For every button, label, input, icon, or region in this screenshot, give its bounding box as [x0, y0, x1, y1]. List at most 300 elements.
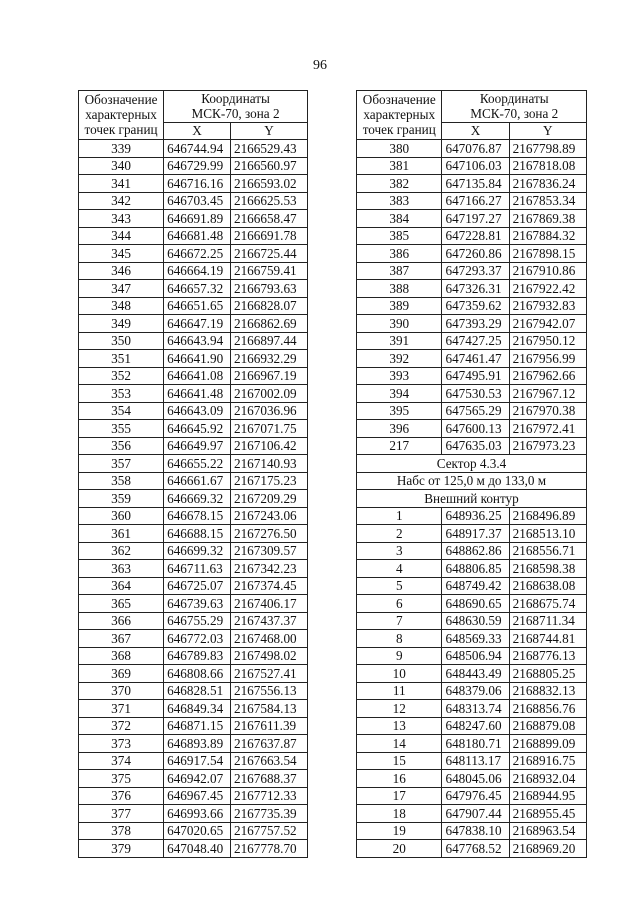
y-coordinate-cell: 2166967.19 [230, 367, 307, 385]
x-coordinate-cell: 646651.65 [164, 297, 231, 315]
point-number-cell: 360 [79, 507, 164, 525]
table-row [79, 507, 308, 525]
table-body [357, 507, 587, 857]
y-coordinate-cell: 2167663.54 [230, 752, 307, 770]
y-coordinate-cell: 2167002.09 [230, 385, 307, 403]
x-coordinate-cell: 647393.29 [442, 315, 509, 333]
y-header: Y [509, 122, 586, 140]
x-coordinate-cell: 648690.65 [442, 595, 509, 613]
point-number-cell: 396 [357, 420, 442, 438]
x-coordinate-cell: 647768.52 [442, 840, 509, 858]
x-coordinate-cell: 646711.63 [164, 560, 231, 578]
point-number-cell: 217 [357, 437, 442, 455]
table-row [357, 682, 587, 700]
point-number-cell: 8 [357, 630, 442, 648]
y-coordinate-cell: 2167962.66 [509, 367, 586, 385]
table-row [357, 525, 587, 543]
point-number-cell: 385 [357, 227, 442, 245]
table-row [79, 752, 308, 770]
sector-section [357, 455, 587, 508]
x-coordinate-cell: 646647.19 [164, 315, 231, 333]
coordinates-title: Координаты [479, 91, 549, 107]
table-row [79, 577, 308, 595]
table-row [79, 227, 308, 245]
y-coordinate-cell: 2167898.15 [509, 245, 586, 263]
table-row [79, 595, 308, 613]
table-row [357, 175, 587, 193]
point-number-cell: 4 [357, 560, 442, 578]
point-number-cell: 383 [357, 192, 442, 210]
x-coordinate-cell: 647076.87 [442, 140, 509, 158]
point-number-cell: 355 [79, 420, 164, 438]
table-row [357, 367, 587, 385]
x-coordinate-cell: 646917.54 [164, 752, 231, 770]
point-number-cell: 388 [357, 280, 442, 298]
y-coordinate-cell: 2166759.41 [230, 262, 307, 280]
x-coordinate-cell: 647495.91 [442, 367, 509, 385]
point-label-header [79, 91, 164, 140]
table-row [79, 560, 308, 578]
table-row [357, 280, 587, 298]
x-coordinate-cell: 646678.15 [164, 507, 231, 525]
point-number-cell: 6 [357, 595, 442, 613]
table-row [357, 840, 587, 858]
table-row [357, 210, 587, 228]
x-coordinate-cell: 646655.22 [164, 455, 231, 473]
point-number-cell: 381 [357, 157, 442, 175]
point-number-cell: 366 [79, 612, 164, 630]
y-coordinate-cell: 2166560.97 [230, 157, 307, 175]
table-header [79, 91, 308, 140]
y-coordinate-cell: 2166529.43 [230, 140, 307, 158]
table-row [79, 210, 308, 228]
point-number-cell: 370 [79, 682, 164, 700]
x-coordinate-cell: 647635.03 [442, 437, 509, 455]
point-number-cell: 374 [79, 752, 164, 770]
x-coordinate-cell: 646967.45 [164, 787, 231, 805]
point-number-cell: 5 [357, 577, 442, 595]
point-number-cell: 20 [357, 840, 442, 858]
x-coordinate-cell: 648443.49 [442, 665, 509, 683]
point-number-cell: 351 [79, 350, 164, 368]
point-number-cell: 363 [79, 560, 164, 578]
table-row [357, 350, 587, 368]
x-coordinate-cell: 646641.08 [164, 367, 231, 385]
y-coordinate-cell: 2167950.12 [509, 332, 586, 350]
x-coordinate-cell: 646669.32 [164, 490, 231, 508]
x-coordinate-cell: 646641.48 [164, 385, 231, 403]
table-row [357, 227, 587, 245]
table-row [79, 175, 308, 193]
x-coordinate-cell: 647166.27 [442, 192, 509, 210]
point-number-cell: 17 [357, 787, 442, 805]
table-row [357, 822, 587, 840]
table-row [79, 402, 308, 420]
table-row [357, 542, 587, 560]
x-coordinate-cell: 646649.97 [164, 437, 231, 455]
y-coordinate-cell: 2167853.34 [509, 192, 586, 210]
x-coordinate-cell: 646789.83 [164, 647, 231, 665]
point-number-cell: 343 [79, 210, 164, 228]
table-row [79, 717, 308, 735]
table-row [357, 420, 587, 438]
x-coordinate-cell: 646643.09 [164, 402, 231, 420]
x-coordinate-cell: 647020.65 [164, 822, 231, 840]
y-coordinate-cell: 2167584.13 [230, 700, 307, 718]
y-coordinate-cell: 2167276.50 [230, 525, 307, 543]
point-number-cell: 9 [357, 647, 442, 665]
point-number-cell: 12 [357, 700, 442, 718]
y-coordinate-cell: 2167688.37 [230, 770, 307, 788]
table-body [79, 140, 308, 858]
y-coordinate-cell: 2168776.13 [509, 647, 586, 665]
point-number-cell: 11 [357, 682, 442, 700]
point-number-cell: 369 [79, 665, 164, 683]
point-number-cell: 389 [357, 297, 442, 315]
point-number-cell: 341 [79, 175, 164, 193]
y-coordinate-cell: 2167036.96 [230, 402, 307, 420]
table-row [79, 455, 308, 473]
point-number-cell: 394 [357, 385, 442, 403]
x-coordinate-cell: 646691.89 [164, 210, 231, 228]
y-coordinate-cell: 2168496.89 [509, 507, 586, 525]
table-row [79, 490, 308, 508]
x-header: X [164, 122, 231, 140]
y-coordinate-cell: 2166725.44 [230, 245, 307, 263]
x-coordinate-cell: 647048.40 [164, 840, 231, 858]
point-number-cell: 16 [357, 770, 442, 788]
x-coordinate-cell: 648247.60 [442, 717, 509, 735]
table-row [357, 577, 587, 595]
coordinates-title: Координаты [201, 91, 270, 107]
y-coordinate-cell: 2168638.08 [509, 577, 586, 595]
point-number-cell: 19 [357, 822, 442, 840]
point-number-cell: 350 [79, 332, 164, 350]
y-coordinate-cell: 2167735.39 [230, 805, 307, 823]
point-number-cell: 373 [79, 735, 164, 753]
point-number-cell: 346 [79, 262, 164, 280]
x-coordinate-cell: 647135.84 [442, 175, 509, 193]
y-coordinate-cell: 2167932.83 [509, 297, 586, 315]
x-coordinate-cell: 648045.06 [442, 770, 509, 788]
y-coordinate-cell: 2168675.74 [509, 595, 586, 613]
coordinates-header [164, 91, 308, 123]
header-line: характерных [363, 106, 436, 122]
point-number-cell: 367 [79, 630, 164, 648]
table-row [79, 542, 308, 560]
point-number-cell: 339 [79, 140, 164, 158]
x-coordinate-cell: 646729.99 [164, 157, 231, 175]
point-number-cell: 371 [79, 700, 164, 718]
table-row [79, 665, 308, 683]
x-coordinate-cell: 647260.86 [442, 245, 509, 263]
point-number-cell: 3 [357, 542, 442, 560]
y-coordinate-cell: 2166932.29 [230, 350, 307, 368]
y-coordinate-cell: 2167818.08 [509, 157, 586, 175]
point-number-cell: 359 [79, 490, 164, 508]
x-coordinate-cell: 647838.10 [442, 822, 509, 840]
y-coordinate-cell: 2168944.95 [509, 787, 586, 805]
header-line: Обозначение [362, 92, 436, 107]
y-coordinate-cell: 2167967.12 [509, 385, 586, 403]
x-coordinate-cell: 648806.85 [442, 560, 509, 578]
table-row [357, 437, 587, 455]
y-coordinate-cell: 2166593.02 [230, 175, 307, 193]
point-number-cell: 364 [79, 577, 164, 595]
y-coordinate-cell: 2167970.38 [509, 402, 586, 420]
x-coordinate-cell: 646657.32 [164, 280, 231, 298]
point-number-cell: 352 [79, 367, 164, 385]
point-number-cell: 10 [357, 665, 442, 683]
y-coordinate-cell: 2168963.54 [509, 822, 586, 840]
point-number-cell: 382 [357, 175, 442, 193]
y-coordinate-cell: 2166658.47 [230, 210, 307, 228]
x-coordinate-cell: 647228.81 [442, 227, 509, 245]
y-coordinate-cell: 2167836.24 [509, 175, 586, 193]
point-number-cell: 356 [79, 437, 164, 455]
y-coordinate-cell: 2168711.34 [509, 612, 586, 630]
point-number-cell: 354 [79, 402, 164, 420]
x-coordinate-cell: 647530.53 [442, 385, 509, 403]
y-coordinate-cell: 2166793.63 [230, 280, 307, 298]
sector-height-range: Набс от 125,0 м до 133,0 м [357, 472, 587, 490]
x-coordinate-cell: 647326.31 [442, 280, 509, 298]
table-row [357, 735, 587, 753]
table-row [79, 840, 308, 858]
y-coordinate-cell: 2167209.29 [230, 490, 307, 508]
coordinates-system: МСК-70, зона 2 [191, 106, 280, 122]
point-number-cell: 368 [79, 647, 164, 665]
point-number-cell: 353 [79, 385, 164, 403]
point-number-cell: 7 [357, 612, 442, 630]
table-row [357, 717, 587, 735]
x-coordinate-cell: 647293.37 [442, 262, 509, 280]
point-number-cell: 391 [357, 332, 442, 350]
table-row [357, 507, 587, 525]
table-row [79, 700, 308, 718]
x-coordinate-cell: 647106.03 [442, 157, 509, 175]
point-number-cell: 361 [79, 525, 164, 543]
y-coordinate-cell: 2167972.41 [509, 420, 586, 438]
x-coordinate-cell: 648862.86 [442, 542, 509, 560]
y-coordinate-cell: 2167712.33 [230, 787, 307, 805]
x-coordinate-cell: 648917.37 [442, 525, 509, 543]
point-number-cell: 349 [79, 315, 164, 333]
y-coordinate-cell: 2168832.13 [509, 682, 586, 700]
x-coordinate-cell: 648569.33 [442, 630, 509, 648]
table-row [79, 332, 308, 350]
table-row [357, 140, 587, 158]
y-coordinate-cell: 2167637.87 [230, 735, 307, 753]
point-number-cell: 379 [79, 840, 164, 858]
x-coordinate-cell: 648180.71 [442, 735, 509, 753]
table-row [79, 140, 308, 158]
table-row [79, 735, 308, 753]
point-number-cell: 377 [79, 805, 164, 823]
table-row [357, 700, 587, 718]
table-row [357, 665, 587, 683]
table-row [79, 647, 308, 665]
y-coordinate-cell: 2168916.75 [509, 752, 586, 770]
contour-label: Внешний контур [357, 490, 587, 508]
y-coordinate-cell: 2167140.93 [230, 455, 307, 473]
table-row [79, 192, 308, 210]
point-number-cell: 15 [357, 752, 442, 770]
header-line: точек границ [84, 121, 158, 137]
table-row [79, 612, 308, 630]
point-number-cell: 393 [357, 367, 442, 385]
table-row [79, 787, 308, 805]
point-number-cell: 362 [79, 542, 164, 560]
table-body [357, 140, 587, 455]
point-number-cell: 18 [357, 805, 442, 823]
table-row [357, 192, 587, 210]
y-coordinate-cell: 2167757.52 [230, 822, 307, 840]
x-coordinate-cell: 646661.67 [164, 472, 231, 490]
table-row [357, 630, 587, 648]
x-coordinate-cell: 647197.27 [442, 210, 509, 228]
x-coordinate-cell: 648313.74 [442, 700, 509, 718]
y-coordinate-cell: 2167527.41 [230, 665, 307, 683]
x-coordinate-cell: 646725.07 [164, 577, 231, 595]
x-coordinate-cell: 646755.29 [164, 612, 231, 630]
table-row [79, 770, 308, 788]
y-coordinate-cell: 2168856.76 [509, 700, 586, 718]
point-number-cell: 390 [357, 315, 442, 333]
table-row [357, 805, 587, 823]
point-number-cell: 378 [79, 822, 164, 840]
coordinates-system: МСК-70, зона 2 [470, 106, 559, 122]
table-row [357, 402, 587, 420]
table-row [79, 367, 308, 385]
y-coordinate-cell: 2167437.37 [230, 612, 307, 630]
x-coordinate-cell: 648506.94 [442, 647, 509, 665]
y-coordinate-cell: 2167175.23 [230, 472, 307, 490]
y-coordinate-cell: 2166862.69 [230, 315, 307, 333]
x-coordinate-cell: 646664.19 [164, 262, 231, 280]
y-coordinate-cell: 2166625.53 [230, 192, 307, 210]
x-coordinate-cell: 647907.44 [442, 805, 509, 823]
y-coordinate-cell: 2167869.38 [509, 210, 586, 228]
point-number-cell: 2 [357, 525, 442, 543]
sector-title: Сектор 4.3.4 [357, 455, 587, 473]
x-coordinate-cell: 647976.45 [442, 787, 509, 805]
table-row [357, 647, 587, 665]
table-row [357, 595, 587, 613]
y-coordinate-cell: 2167798.89 [509, 140, 586, 158]
table-row [79, 437, 308, 455]
point-number-cell: 358 [79, 472, 164, 490]
table-row [357, 332, 587, 350]
point-number-cell: 340 [79, 157, 164, 175]
y-coordinate-cell: 2168598.38 [509, 560, 586, 578]
y-coordinate-cell: 2168932.04 [509, 770, 586, 788]
table-row [79, 350, 308, 368]
y-coordinate-cell: 2168556.71 [509, 542, 586, 560]
x-coordinate-cell: 646772.03 [164, 630, 231, 648]
y-header: Y [230, 122, 307, 140]
x-coordinate-cell: 647565.29 [442, 402, 509, 420]
table-row [79, 805, 308, 823]
y-coordinate-cell: 2167973.23 [509, 437, 586, 455]
y-coordinate-cell: 2168899.09 [509, 735, 586, 753]
x-coordinate-cell: 648379.06 [442, 682, 509, 700]
point-number-cell: 14 [357, 735, 442, 753]
x-coordinate-cell: 648630.59 [442, 612, 509, 630]
table-row [79, 630, 308, 648]
y-coordinate-cell: 2168744.81 [509, 630, 586, 648]
table-row [79, 297, 308, 315]
y-coordinate-cell: 2168879.08 [509, 717, 586, 735]
point-number-cell: 387 [357, 262, 442, 280]
point-number-cell: 347 [79, 280, 164, 298]
point-number-cell: 345 [79, 245, 164, 263]
table-row [357, 770, 587, 788]
y-coordinate-cell: 2166691.78 [230, 227, 307, 245]
table-row [357, 157, 587, 175]
point-label-header [357, 91, 442, 140]
y-coordinate-cell: 2167071.75 [230, 420, 307, 438]
y-coordinate-cell: 2167498.02 [230, 647, 307, 665]
y-coordinate-cell: 2168805.25 [509, 665, 586, 683]
point-number-cell: 13 [357, 717, 442, 735]
table-row [79, 525, 308, 543]
point-number-cell: 348 [79, 297, 164, 315]
x-coordinate-cell: 646641.90 [164, 350, 231, 368]
point-number-cell: 384 [357, 210, 442, 228]
table-row [79, 420, 308, 438]
page-number: 96 [313, 58, 327, 73]
point-number-cell: 344 [79, 227, 164, 245]
y-coordinate-cell: 2168969.20 [509, 840, 586, 858]
table-row [357, 560, 587, 578]
y-coordinate-cell: 2167468.00 [230, 630, 307, 648]
x-coordinate-cell: 646688.15 [164, 525, 231, 543]
point-number-cell: 372 [79, 717, 164, 735]
point-number-cell: 342 [79, 192, 164, 210]
y-coordinate-cell: 2167956.99 [509, 350, 586, 368]
x-coordinate-cell: 646808.66 [164, 665, 231, 683]
x-coordinate-cell: 646699.32 [164, 542, 231, 560]
y-coordinate-cell: 2168955.45 [509, 805, 586, 823]
table-row [79, 682, 308, 700]
table-row [79, 385, 308, 403]
table-row [357, 752, 587, 770]
x-coordinate-cell: 646703.45 [164, 192, 231, 210]
y-coordinate-cell: 2167778.70 [230, 840, 307, 858]
x-coordinate-cell: 647600.13 [442, 420, 509, 438]
table-row [79, 157, 308, 175]
y-coordinate-cell: 2167374.45 [230, 577, 307, 595]
table-row [79, 822, 308, 840]
x-header: X [442, 122, 509, 140]
point-number-cell: 392 [357, 350, 442, 368]
header-line: характерных [85, 106, 157, 122]
table-row [357, 262, 587, 280]
header-line: Обозначение [84, 92, 158, 107]
y-coordinate-cell: 2167611.39 [230, 717, 307, 735]
y-coordinate-cell: 2167884.32 [509, 227, 586, 245]
y-coordinate-cell: 2167942.07 [509, 315, 586, 333]
table-row [79, 245, 308, 263]
point-number-cell: 375 [79, 770, 164, 788]
x-coordinate-cell: 646993.66 [164, 805, 231, 823]
point-number-cell: 380 [357, 140, 442, 158]
y-coordinate-cell: 2167243.06 [230, 507, 307, 525]
x-coordinate-cell: 646672.25 [164, 245, 231, 263]
y-coordinate-cell: 2167309.57 [230, 542, 307, 560]
table-row [357, 612, 587, 630]
